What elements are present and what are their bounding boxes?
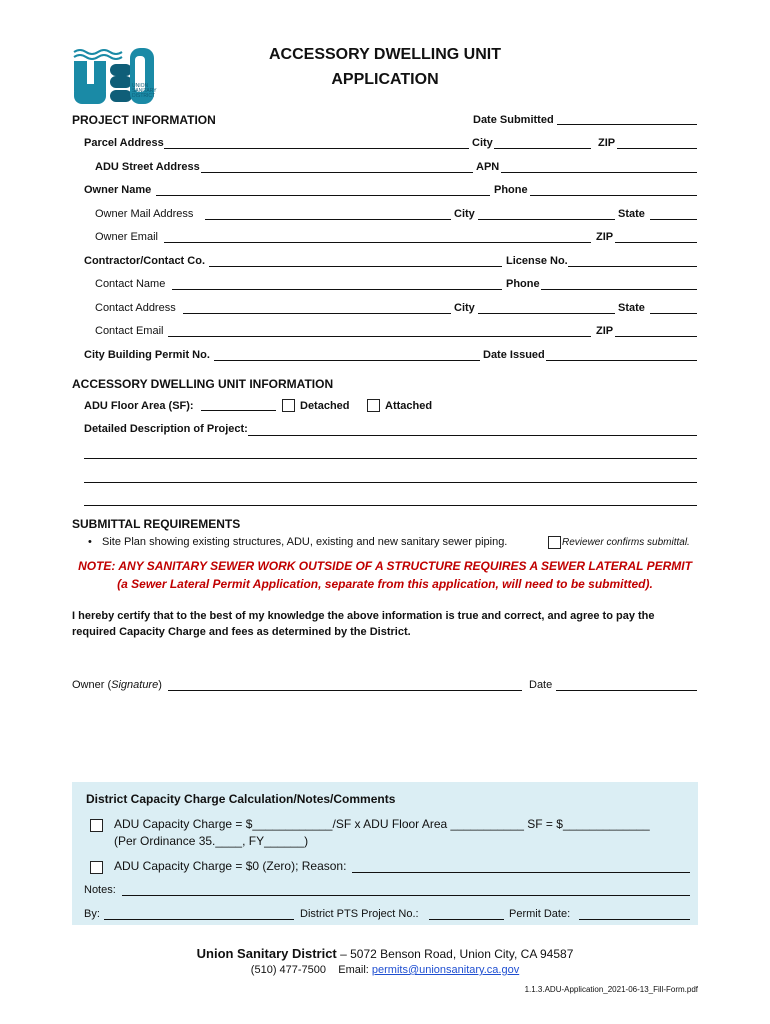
contractor-label: Contractor/Contact Co. (84, 255, 205, 267)
apn-label: APN (476, 161, 500, 173)
pts-field[interactable] (429, 919, 504, 920)
contact-phone-field[interactable] (541, 289, 697, 290)
owner-signature-prefix: Owner ( (72, 679, 112, 691)
contact-state-label: State (618, 302, 645, 314)
by-field[interactable] (104, 919, 294, 920)
footer-email-label: Email: (338, 964, 369, 976)
project-info-heading: PROJECT INFORMATION (72, 113, 216, 127)
floor-area-field[interactable] (201, 410, 276, 411)
owner-mail-field[interactable] (205, 219, 451, 220)
district-heading: District Capacity Charge Calculation/Notes/Comments (86, 792, 396, 806)
adu-street-label: ADU Street Address (95, 161, 200, 173)
usd-logo (72, 46, 162, 108)
description-field-line1[interactable] (248, 435, 697, 436)
parcel-address-field[interactable] (164, 148, 469, 149)
certify-line1: I hereby certify that to the best of my knowledge the above information is true and correct, and agree to pay the (72, 610, 655, 622)
owner-zip-field[interactable] (615, 242, 697, 243)
footer-address-text: – 5072 Benson Road, Union City, CA 94587 (336, 947, 574, 961)
pts-label: District PTS Project No.: (300, 908, 419, 920)
reviewer-label: Reviewer confirms submittal. (562, 537, 690, 548)
adu-info-heading: ACCESSORY DWELLING UNIT INFORMATION (72, 377, 334, 391)
parcel-city-field[interactable] (494, 148, 591, 149)
contact-city-field[interactable] (478, 313, 615, 314)
form-title-line1: ACCESSORY DWELLING UNIT (268, 46, 501, 63)
owner-state-field[interactable] (650, 219, 697, 220)
owner-zip-label: ZIP (596, 231, 614, 243)
owner-signature-field[interactable] (168, 690, 522, 691)
capacity-charge-checkbox[interactable] (90, 819, 103, 832)
owner-phone-label: Phone (494, 184, 528, 196)
attached-checkbox[interactable] (367, 399, 380, 412)
contact-name-field[interactable] (172, 289, 502, 290)
contact-phone-label: Phone (506, 278, 540, 290)
detached-label: Detached (300, 400, 350, 412)
owner-city-field[interactable] (478, 219, 615, 220)
description-field-line3[interactable] (84, 482, 697, 483)
contact-email-label: Contact Email (95, 325, 164, 337)
footer-contact (0, 964, 770, 976)
contact-zip-label: ZIP (596, 325, 614, 337)
owner-state-label: State (618, 208, 645, 220)
sewer-note-line2: (a Sewer Lateral Permit Application, separate from this application, will need to be submitted). (117, 577, 653, 591)
permit-no-field[interactable] (214, 360, 480, 361)
district-panel (72, 782, 698, 925)
apn-field[interactable] (501, 172, 697, 173)
date-submitted-field[interactable] (557, 124, 697, 125)
license-label: License No. (506, 255, 568, 267)
form-title-line2: APPLICATION (331, 71, 439, 88)
logo-caption-line: DISTRICT (132, 93, 156, 99)
contact-name-label: Contact Name (95, 278, 166, 290)
logo-caption-line: UNION (132, 83, 149, 89)
logo-caption (132, 84, 157, 99)
contact-city-label: City (454, 302, 475, 314)
parcel-address-label: Parcel Address (84, 137, 164, 149)
date-submitted-label: Date Submitted (473, 114, 554, 126)
permit-date-label: Permit Date: (509, 908, 571, 920)
owner-email-label: Owner Email (95, 231, 158, 243)
date-issued-field[interactable] (546, 360, 697, 361)
ordinance-line: (Per Ordinance 35.____, FY______) (114, 834, 309, 848)
owner-name-label: Owner Name (84, 184, 152, 196)
signature-date-field[interactable] (556, 690, 697, 691)
owner-signature-word: Signature (111, 679, 159, 691)
bullet: • (88, 536, 92, 548)
adu-street-field[interactable] (201, 172, 473, 173)
file-name: 1.1.3.ADU-Application_2021-06-13_Fill-Form.pdf (524, 985, 698, 994)
footer-address (0, 946, 770, 961)
owner-email-field[interactable] (164, 242, 591, 243)
capacity-charge-line: ADU Capacity Charge = $____________/SF x ADU Floor Area ___________ SF = $_____________ (114, 817, 650, 831)
footer-org: Union Sanitary District (196, 946, 337, 961)
zero-charge-label: ADU Capacity Charge = $0 (Zero); Reason: (114, 859, 347, 873)
certify-line2: required Capacity Charge and fees as determined by the District. (72, 626, 411, 638)
submittal-item: Site Plan showing existing structures, ADU, existing and new sanitary sewer piping. (102, 536, 508, 548)
footer-email-link[interactable]: permits@unionsanitary.ca.gov (371, 964, 520, 976)
description-field-line4[interactable] (84, 505, 697, 506)
logo-caption-line: SANITARY (132, 88, 157, 94)
owner-signature-label (72, 679, 162, 691)
parcel-zip-label: ZIP (598, 137, 616, 149)
owner-city-label: City (454, 208, 475, 220)
detached-checkbox[interactable] (282, 399, 295, 412)
permit-date-field[interactable] (579, 919, 690, 920)
date-issued-label: Date Issued (483, 349, 545, 361)
owner-signature-suffix: ) (158, 679, 162, 691)
permit-no-label: City Building Permit No. (84, 349, 210, 361)
submittal-heading: SUBMITTAL REQUIREMENTS (72, 517, 241, 531)
zero-charge-checkbox[interactable] (90, 861, 103, 874)
contact-state-field[interactable] (650, 313, 697, 314)
owner-mail-label: Owner Mail Address (95, 208, 194, 220)
contractor-field[interactable] (209, 266, 502, 267)
description-label: Detailed Description of Project: (84, 423, 248, 435)
reviewer-checkbox[interactable] (548, 536, 561, 549)
owner-name-field[interactable] (156, 195, 490, 196)
notes-label: Notes: (84, 884, 116, 896)
owner-phone-field[interactable] (530, 195, 697, 196)
contact-email-field[interactable] (168, 336, 591, 337)
description-field-line2[interactable] (84, 458, 697, 459)
footer-phone: (510) 477-7500 (250, 964, 327, 976)
sewer-note-line1: NOTE: ANY SANITARY SEWER WORK OUTSIDE OF A STRUCTURE REQUIRES A SEWER LATERAL PERMIT (78, 559, 692, 573)
zero-reason-field[interactable] (352, 872, 690, 873)
license-field[interactable] (568, 266, 697, 267)
contact-address-label: Contact Address (95, 302, 176, 314)
parcel-zip-field[interactable] (617, 148, 697, 149)
floor-area-label: ADU Floor Area (SF): (84, 400, 194, 412)
contact-address-field[interactable] (183, 313, 451, 314)
contact-zip-field[interactable] (615, 336, 697, 337)
notes-field[interactable] (122, 895, 690, 896)
parcel-city-label: City (472, 137, 493, 149)
by-label: By: (84, 908, 100, 920)
attached-label: Attached (385, 400, 433, 412)
signature-date-label: Date (529, 679, 553, 691)
